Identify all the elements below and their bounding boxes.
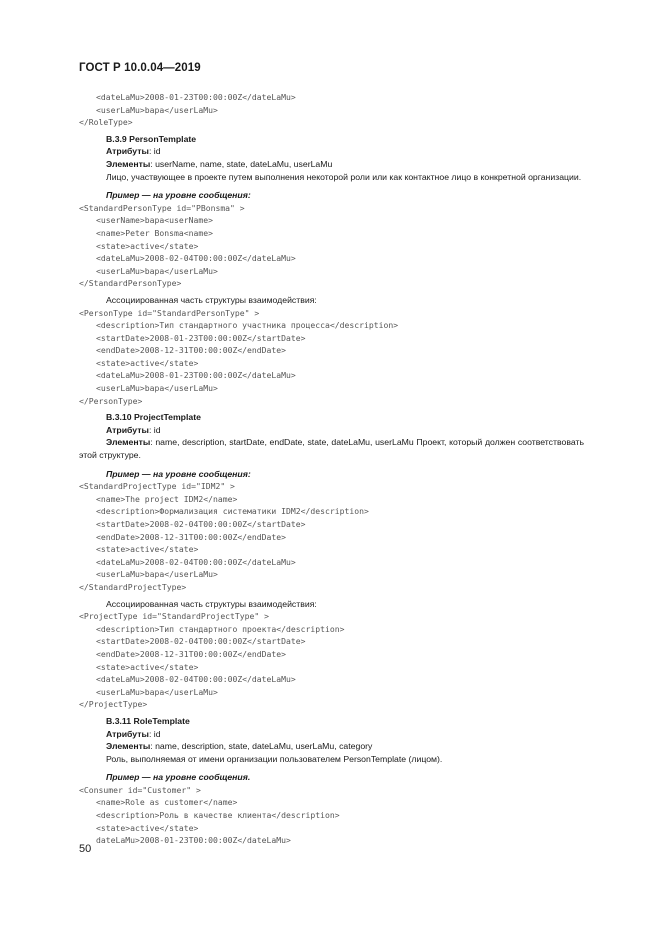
- code-line: <userLaMu>bapa</userLaMu>: [96, 104, 218, 115]
- code-line: <name>Peter Bonsma<name>: [96, 227, 213, 238]
- attributes-line: Атрибуты: id: [106, 424, 161, 435]
- section-description: Лицо, участвующее в проекте путем выполнения некоторой роли или как контактное лицо в конкретной организации.: [106, 171, 582, 182]
- code-line: <name>The project IDM2</name>: [96, 493, 238, 504]
- code-line: <startDate>2008-02-04T00:00:00Z</startDate>: [96, 519, 306, 529]
- page-number: 50: [79, 843, 92, 855]
- page-header: ГОСТ Р 10.0.04—2019: [79, 62, 201, 74]
- code-line: <endDate>2008-12-31T00:00:00Z</endDate>: [96, 345, 287, 356]
- code-line: <endDate>2008-12-31T00:00:00Z</endDate>: [96, 531, 287, 542]
- section-heading-b311: B.3.11 RoleTemplate: [106, 715, 190, 726]
- page-content: [79, 91, 584, 847]
- associated-structure-label: Ассоциированная часть структуры взаимодействия:: [106, 598, 317, 609]
- code-line: <userLaMu>bapa</userLaMu>: [96, 686, 218, 697]
- code-line: </RoleType>: [79, 117, 133, 128]
- code-line: <dateLaMu>2008-01-23T00:00:00Z</dateLaMu>: [96, 370, 296, 381]
- code-line: <state>active</state>: [96, 240, 199, 251]
- code-block-person-type: [79, 307, 584, 408]
- code-line: <description>Тип стандартного проекта</description>: [96, 623, 345, 634]
- code-line: <StandardProjectType id="IDM2" >: [79, 481, 235, 492]
- code-line: </ProjectType>: [79, 699, 148, 710]
- code-line: <name>Role as customer</name>: [96, 797, 238, 808]
- example-label: Пример — на уровне сообщения.: [106, 772, 251, 783]
- elements-line: Элементы: name, description, state, dateLaMu, userLaMu, category: [106, 741, 373, 752]
- code-line: dateLaMu>2008-01-23T00:00:00Z</dateLaMu>: [96, 835, 291, 846]
- code-line: </StandardProjectType>: [79, 581, 187, 592]
- code-line: <userLaMu>bapa</userLaMu>: [96, 383, 218, 394]
- code-line: <description>Тип стандартного участника процесса</description>: [96, 320, 399, 331]
- code-line: <endDate>2008-12-31T00:00:00Z</endDate>: [96, 648, 287, 659]
- code-line: <Consumer id="Customer" >: [79, 784, 201, 795]
- code-line: <dateLaMu>2008-02-04T00:00:00Z</dateLaMu>: [96, 253, 296, 264]
- code-line: <state>active</state>: [96, 661, 199, 672]
- code-line: <startDate>2008-01-23T00:00:00Z</startDate>: [96, 332, 306, 343]
- attributes-line: Атрибуты: id: [106, 146, 161, 157]
- elements-line: Элементы: userName, name, state, dateLaMu, userLaMu: [106, 158, 333, 169]
- code-line: <state>active</state>: [96, 822, 199, 833]
- code-line: <userLaMu>bapa</userLaMu>: [96, 569, 218, 580]
- section-heading-b39: B.3.9 PersonTemplate: [106, 133, 197, 144]
- example-label: Пример — на уровне сообщения:: [106, 468, 251, 479]
- attributes-line: Атрибуты: id: [106, 728, 161, 739]
- code-line: <StandardPersonType id="PBonsma" >: [79, 202, 245, 213]
- code-line: <state>active</state>: [96, 357, 199, 368]
- code-block-standard-person: [79, 202, 584, 290]
- code-line: <userLaMu>bapa</userLaMu>: [96, 265, 218, 276]
- code-line: </StandardPersonType>: [79, 278, 182, 289]
- code-block-standard-project: [79, 480, 584, 593]
- code-line: <PersonType id="StandardPersonType" >: [79, 307, 260, 318]
- code-line: <state>active</state>: [96, 544, 199, 555]
- code-line: <dateLaMu>2008-02-04T00:00:00Z</dateLaMu>: [96, 556, 296, 567]
- elements-line: Элементы: name, description, startDate, endDate, state, dateLaMu, userLaMu Проект, который должен соответствовать этой структуре.: [79, 437, 584, 461]
- code-line: <userName>bapa<userName>: [96, 215, 213, 226]
- code-block-consumer: [79, 784, 584, 847]
- section-heading-b310: B.3.10 ProjectTemplate: [106, 412, 201, 423]
- section-description: Роль, выполняемая от имени организации пользователем PersonTemplate (лицом).: [106, 753, 443, 764]
- code-line: </PersonType>: [79, 395, 143, 406]
- example-label: Пример — на уровне сообщения:: [106, 190, 251, 201]
- code-line: <description>Роль в качестве клиента</description>: [96, 810, 340, 821]
- code-block-roletype-tail: [79, 91, 584, 129]
- code-line: <dateLaMu>2008-01-23T00:00:00Z</dateLaMu>: [96, 92, 296, 102]
- code-line: <ProjectType id="StandardProjectType" >: [79, 611, 270, 622]
- code-line: <dateLaMu>2008-02-04T00:00:00Z</dateLaMu>: [96, 674, 296, 685]
- associated-structure-label: Ассоциированная часть структуры взаимодействия:: [106, 294, 317, 305]
- code-line: <description>Формализация систематики IDM2</description>: [96, 506, 369, 517]
- code-line: <startDate>2008-02-04T00:00:00Z</startDate>: [96, 636, 306, 647]
- code-block-project-type: [79, 610, 584, 711]
